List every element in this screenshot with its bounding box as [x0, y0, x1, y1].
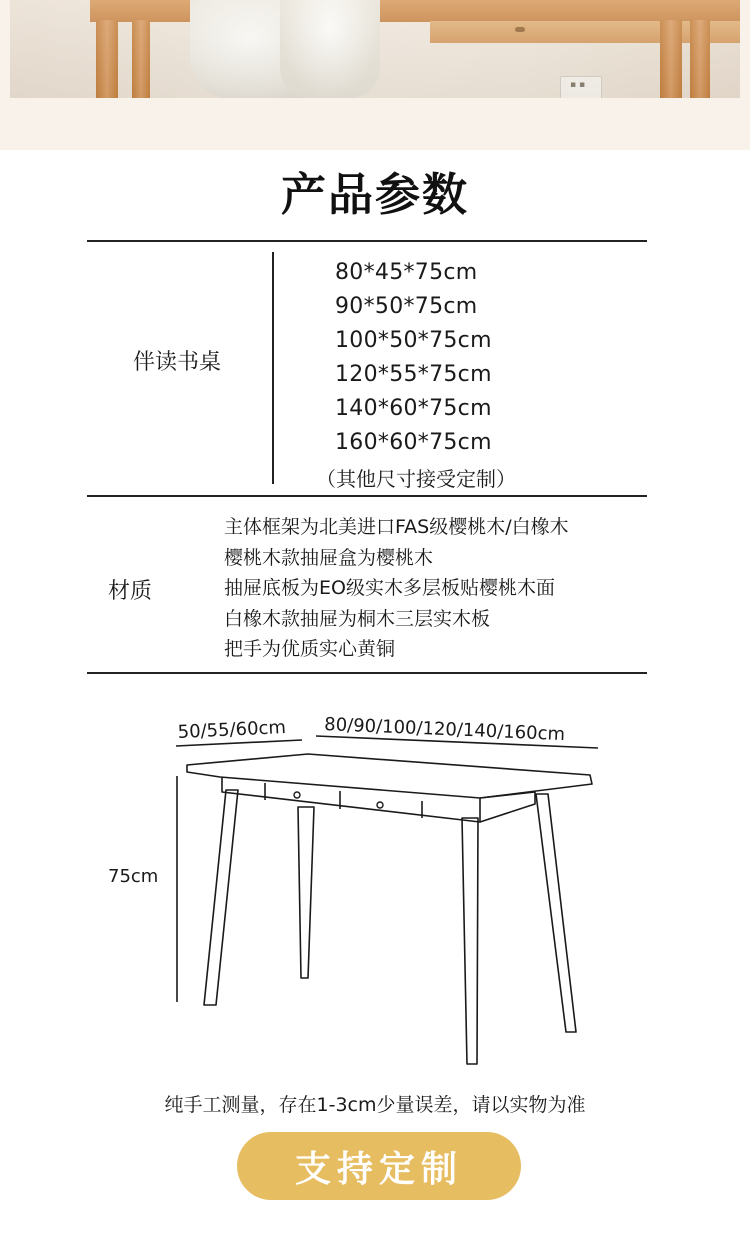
product-photo [10, 0, 740, 98]
size-row-label: 伴读书桌 [133, 350, 222, 375]
width-label: 80/90/100/120/140/160cm [323, 714, 566, 746]
list-item: 120*55*75cm [335, 362, 492, 387]
measurement-note: 纯手工测量，存在1-3cm少量误差，请以实物为准 [164, 1094, 586, 1116]
list-item: 把手为优质实心黄铜 [224, 638, 396, 660]
desk-leg-back-right [536, 794, 576, 1032]
list-item: 80*45*75cm [335, 260, 478, 285]
drawer-knob-icon [377, 802, 383, 808]
list-item: 140*60*75cm [335, 396, 492, 421]
table-top-rule [87, 240, 647, 242]
table-column-rule [272, 252, 274, 484]
list-item: 160*60*75cm [335, 430, 492, 455]
list-item: 90*50*75cm [335, 294, 478, 319]
list-item: 樱桃木款抽屉盒为樱桃木 [224, 546, 434, 569]
list-item: 主体框架为北美进口FAS级樱桃木/白橡木 [224, 516, 569, 538]
material-list [224, 512, 569, 665]
custom-size-note: （其他尺寸接受定制） [316, 467, 516, 491]
drawer-knob-icon [294, 792, 300, 798]
photo-band [0, 0, 750, 150]
page-title: 产品参数 [280, 168, 469, 221]
customize-button[interactable]: 支持定制 [237, 1132, 521, 1200]
desk-dimension-diagram [0, 700, 750, 1080]
height-label: 75cm [108, 866, 159, 887]
desk-leg-back-left [298, 807, 314, 978]
depth-label: 50/55/60cm [177, 716, 287, 743]
list-item: 白橡木款抽屉为桐木三层实木板 [224, 607, 491, 630]
table-middle-rule [87, 495, 647, 497]
desk-leg-front-right [462, 818, 478, 1064]
desk-leg-front-left [204, 790, 238, 1005]
list-item: 100*50*75cm [335, 328, 492, 353]
table-bottom-rule [87, 672, 647, 674]
desk-apron [222, 777, 480, 822]
material-row-label: 材质 [108, 579, 153, 604]
desk-top-outline [187, 754, 592, 798]
size-list [335, 256, 492, 460]
list-item: 抽屉底板为EO级实木多层板贴樱桃木面 [224, 577, 555, 599]
